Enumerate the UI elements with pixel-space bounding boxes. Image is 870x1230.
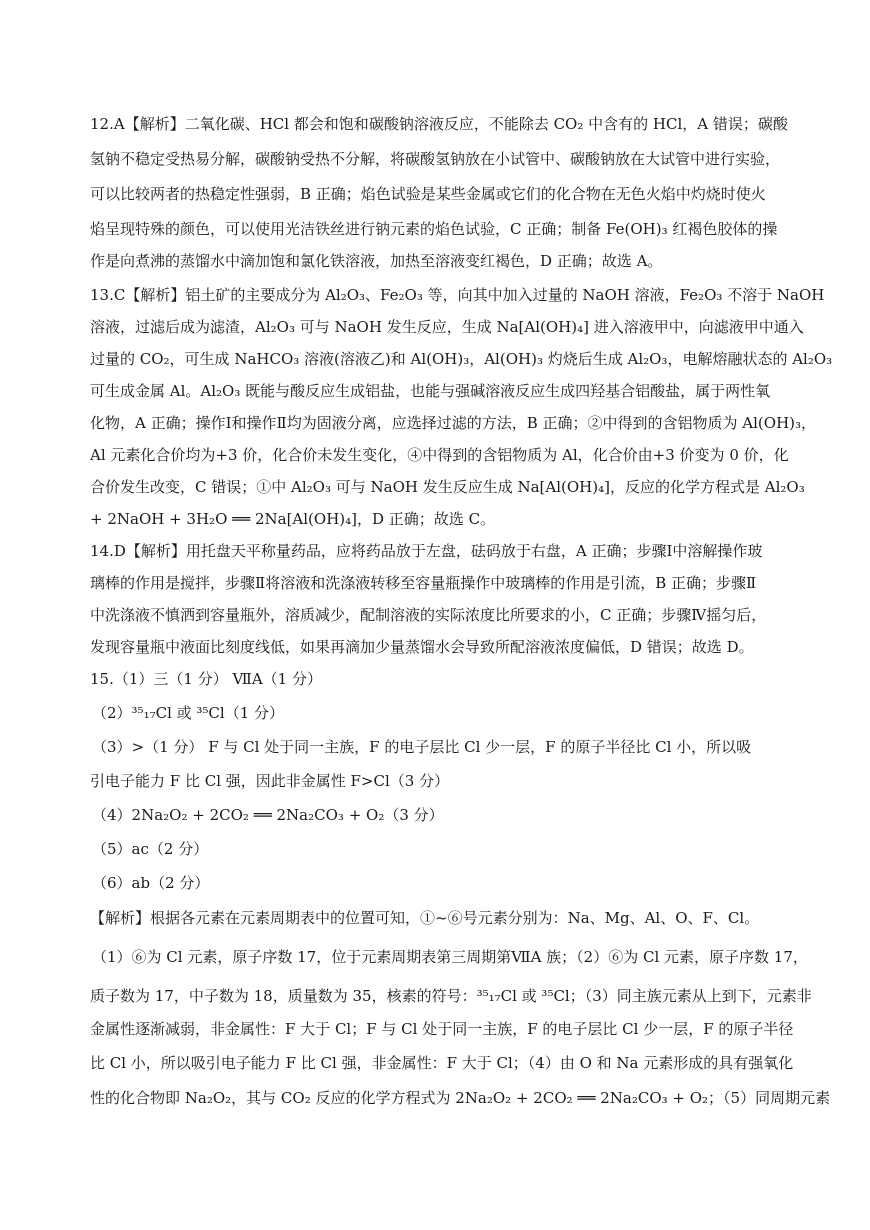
text-line: 合价发生改变，C 错误；①中 Al₂O₃ 可与 NaOH 发生反应生成 Na[Al(OH)₄]，反应的化学方程式是 Al₂O₃ [90,478,805,496]
text-line: 溶液，过滤后成为滤渣，Al₂O₃ 可与 NaOH 发生反应，生成 Na[Al(OH)₄] 进入溶液甲中，向滤液甲中通入 [90,318,804,336]
text-line: 15.（1）三（1 分） ⅦA（1 分） [90,670,322,688]
text-line: 可生成金属 Al。Al₂O₃ 既能与酸反应生成铝盐，也能与强碱溶液反应生成四羟基合铝酸盐，属于两性氧 [90,382,771,400]
text-line: 12.A【解析】二氧化碳、HCl 都会和饱和碳酸钠溶液反应，不能除去 CO₂ 中含有的 HCl，A 错误；碳酸 [90,115,788,133]
text-line: 氢钠不稳定受热易分解，碳酸钠受热不分解，将碳酸氢钠放在小试管中、碳酸钠放在大试管中进行实验， [90,150,781,168]
text-line: （3）>（1 分） F 与 Cl 处于同一主族，F 的电子层比 Cl 少一层，F 的原子半径比 Cl 小，所以吸 [92,738,752,756]
text-line: （1）⑥为 Cl 元素，原子序数 17，位于元素周期表第三周期第ⅦA 族；（2）⑥为 Cl 元素，原子序数 17， [92,948,808,966]
text-line: 引电子能力 F 比 Cl 强，因此非金属性 F>Cl（3 分） [90,772,450,790]
text-line: 化物，A 正确；操作Ⅰ和操作Ⅱ均为固液分离，应选择过滤的方法，B 正确；②中得到的含铝物质为 Al(OH)₃， [90,414,817,432]
text-line: 璃棒的作用是搅拌，步骤Ⅱ将溶液和洗涤液转移至容量瓶操作中玻璃棒的作用是引流，B 正确；步骤Ⅱ [90,574,757,592]
text-line: 13.C【解析】铝土矿的主要成分为 Al₂O₃、Fe₂O₃ 等，向其中加入过量的 NaOH 溶液，Fe₂O₃ 不溶于 NaOH [90,286,825,304]
text-line: 【解析】根据各元素在元素周期表中的位置可知，①~⑥号元素分别为：Na、Mg、Al、O、F、Cl。 [90,909,760,927]
text-line: 发现容量瓶中液面比刻度线低，如果再滴加少量蒸馏水会导致所配溶液浓度偏低，D 错误；故选 D。 [90,638,754,656]
text-line: 质子数为 17，中子数为 18，质量数为 35，核素的符号：³⁵₁₇Cl 或 ³⁵Cl；（3）同主族元素从上到下，元素非 [90,987,812,1005]
text-line: 性的化合物即 Na₂O₂，其与 CO₂ 反应的化学方程式为 2Na₂O₂ + 2CO₂ ══ 2Na₂CO₃ + O₂；（5）同周期元素 [90,1089,831,1107]
text-line: （6）ab（2 分） [92,874,210,892]
text-line: 焰呈现特殊的颜色，可以使用光洁铁丝进行钠元素的焰色试验，C 正确；制备 Fe(OH)₃ 红褐色胶体的操 [90,220,778,238]
text-line: 过量的 CO₂，可生成 NaHCO₃ 溶液(溶液乙)和 Al(OH)₃，Al(OH)₃ 灼烧后生成 Al₂O₃，电解熔融状态的 Al₂O₃ [90,350,833,368]
text-line: 作是向煮沸的蒸馏水中滴加饱和氯化铁溶液，加热至溶液变红褐色，D 正确；故选 A。 [90,252,663,270]
text-line: 可以比较两者的热稳定性强弱，B 正确；焰色试验是某些金属或它们的化合物在无色火焰中灼烧时使火 [90,185,766,203]
text-line: （4）2Na₂O₂ + 2CO₂ ══ 2Na₂CO₃ + O₂（3 分） [92,806,444,824]
text-line: 比 Cl 小，所以吸引电子能力 F 比 Cl 强，非金属性：F 大于 Cl；（4）由 O 和 Na 元素形成的具有强氧化 [90,1054,794,1072]
text-line: （5）ac（2 分） [92,840,209,858]
text-line: 金属性逐渐减弱，非金属性：F 大于 Cl；F 与 Cl 处于同一主族，F 的电子层比 Cl 少一层，F 的原子半径 [90,1020,794,1038]
text-line: 14.D【解析】用托盘天平称量药品，应将药品放于左盘，砝码放于右盘，A 正确；步骤Ⅰ中溶解操作玻 [90,542,763,560]
text-line: 中洗涤液不慎洒到容量瓶外，溶质减少，配制溶液的实际浓度比所要求的小，C 正确；步骤Ⅳ摇匀后， [90,606,767,624]
text-line: （2）³⁵₁₇Cl 或 ³⁵Cl（1 分） [92,704,285,722]
text-line: + 2NaOH + 3H₂O ══ 2Na[Al(OH)₄]，D 正确；故选 C。 [90,510,496,528]
text-line: Al 元素化合价均为+3 价，化合价未发生变化，④中得到的含铝物质为 Al，化合价由+3 价变为 0 价，化 [90,446,789,464]
